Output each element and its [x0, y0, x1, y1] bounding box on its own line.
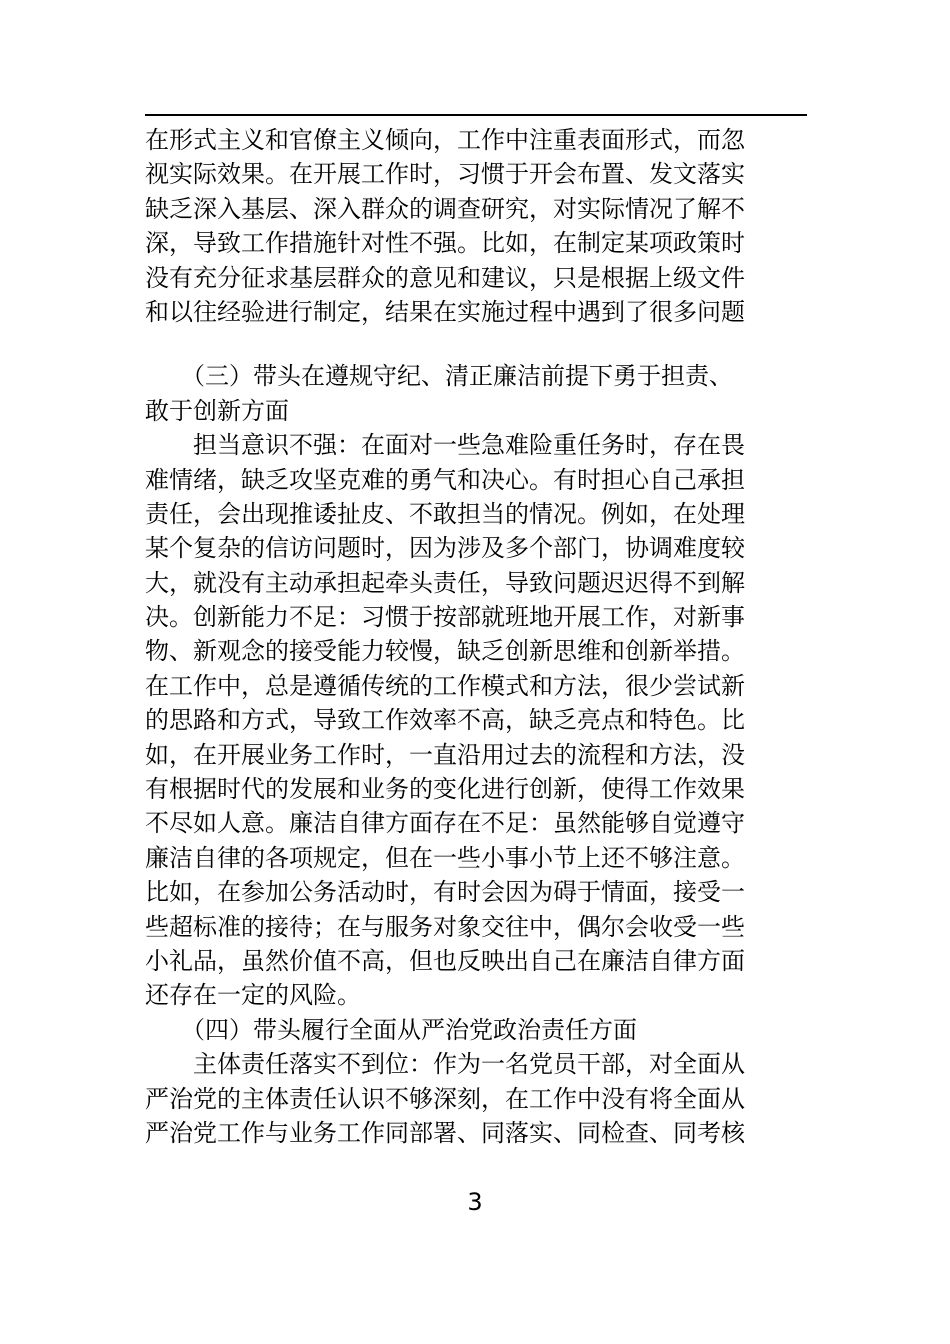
- text-line: 比如，在参加公务活动时，有时会因为碍于情面，接受一: [145, 878, 745, 907]
- text-line: 在形式主义和官僚主义倾向，工作中注重表面形式，而忽: [145, 126, 745, 154]
- section-three: [145, 359, 807, 1012]
- text-line: 廉洁自律的各项规定，但在一些小事小节上还不够注意。: [145, 843, 745, 872]
- text-line: 些超标准的接待；在与服务对象交往中，偶尔会收受一些: [145, 912, 745, 941]
- document-body: [145, 123, 807, 1150]
- text-line: 严治党工作与业务工作同部署、同落实、同检查、同考核: [145, 1118, 745, 1147]
- text-line: 的思路和方式，导致工作效率不高，缺乏亮点和特色。比: [145, 706, 745, 735]
- header-rule: [145, 114, 807, 116]
- text-line: 和以往经验进行制定，结果在实施过程中遇到了很多问题: [145, 297, 745, 326]
- text-line: 有根据时代的发展和业务的变化进行创新，使得工作效果: [145, 775, 745, 804]
- text-line: 还存在一定的风险。: [145, 981, 361, 1010]
- text-line: 不尽如人意。廉洁自律方面存在不足：虽然能够自觉遵守: [145, 809, 745, 838]
- text-line: 主体责任落实不到位：作为一名党员干部，对全面从: [145, 1050, 745, 1079]
- text-line: 某个复杂的信访问题时，因为涉及多个部门，协调难度较: [145, 534, 745, 563]
- text-line: 难情绪，缺乏攻坚克难的勇气和决心。有时担心自己承担: [145, 465, 745, 494]
- section-heading-four: （四）带头履行全面从严治党政治责任方面: [145, 1015, 637, 1044]
- text-line: 如，在开展业务工作时，一直沿用过去的流程和方法，没: [145, 740, 745, 769]
- text-line: 担当意识不强：在面对一些急难险重任务时，存在畏: [145, 431, 745, 460]
- page-number: 3: [467, 1188, 483, 1216]
- text-line: 没有充分征求基层群众的意见和建议，只是根据上级文件: [145, 263, 745, 292]
- text-line: 责任，会出现推诿扯皮、不敢担当的情况。例如，在处理: [145, 499, 745, 528]
- text-line: 小礼品，虽然价值不高，但也反映出自己在廉洁自律方面: [145, 946, 745, 975]
- text-line: 在工作中，总是遵循传统的工作模式和方法，很少尝试新: [145, 671, 745, 700]
- text-line: 决。创新能力不足：习惯于按部就班地开展工作，对新事: [145, 603, 745, 632]
- section-four: [145, 1013, 807, 1151]
- paragraph-gap: [145, 329, 807, 359]
- text-line: 物、新观念的接受能力较慢，缺乏创新思维和创新举措。: [145, 637, 745, 666]
- text-line: 严治党的主体责任认识不够深刻，在工作中没有将全面从: [145, 1084, 745, 1113]
- text-line: 视实际效果。在开展工作时，习惯于开会布置、发文落实: [145, 160, 745, 189]
- text-line: 大，就没有主动承担起牵头责任，导致问题迟迟得不到解: [145, 568, 745, 597]
- section-heading-three-cont: 敢于创新方面: [145, 396, 289, 425]
- section-heading-three: （三）带头在遵规守纪、清正廉洁前提下勇于担责、: [145, 362, 733, 391]
- text-line: 深，导致工作措施针对性不强。比如，在制定某项政策时: [145, 229, 745, 258]
- paragraph-continued: [145, 123, 807, 329]
- text-line: 缺乏深入基层、深入群众的调查研究，对实际情况了解不: [145, 194, 745, 223]
